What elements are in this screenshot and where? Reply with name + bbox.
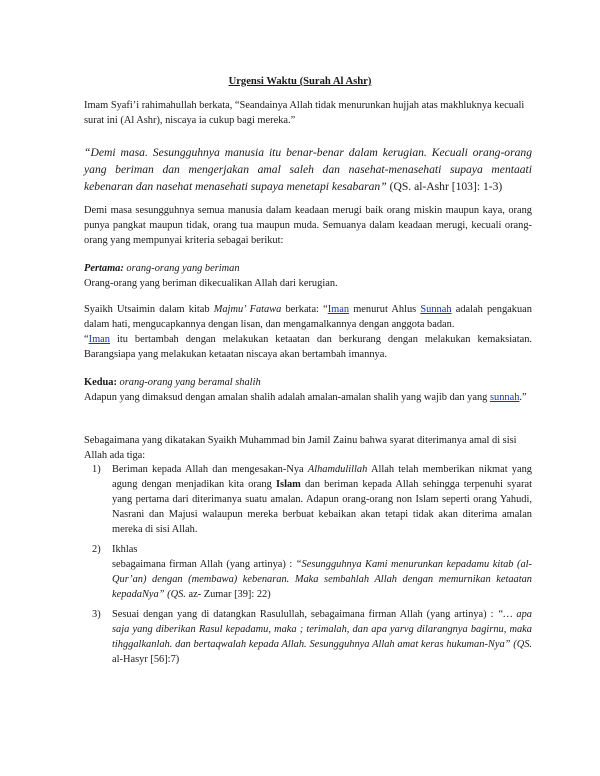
iman-link-2[interactable]: Iman xyxy=(88,334,110,345)
paragraph-criteria: Demi masa sesungguhnya semua manusia dalam keadaan merugi baik orang miskin maupun kaya, orang punya pangkat maupun tidak, orang tua maupun muda. Semuanya dalam keadaan merugi, kecuali orang-orang yang mempunyai kriteria sebagai berikut: xyxy=(84,205,532,246)
item1-islam: Islam xyxy=(275,479,301,490)
quote-reference: (QS. al-Ashr [103]: 1-3) xyxy=(386,180,503,193)
item1-text-e: dan beriman kepada Allah sehingga terpenuhi syarat yang pertama dari diterimanya suatu amalan. Adapun orang-orang non Islam seperti orang Yahudi, Nasrani dan Majusi walaupun mereka berbuat kebaikan akan tetapi tidak akan diterima amalan mereka di sisi Allah. xyxy=(112,479,532,535)
item3-quote: “… apa saja yang diberikan Rasul kepadamu, maka ; terimalah, dan apa yarvg dilarangnya bagirnu, maka tihggalkanlah. dan bertaqwalah kepada Allah. Sesungguhnya Allah amat keras hukuman-Nya” (QS. xyxy=(112,609,533,650)
pertama-heading: orang-orang yang beriman xyxy=(123,263,240,274)
item2-quote: “Sesungguhnya Kami menurunkan kepadamu kitab (al-Qur’an) dengan (membawa) kebenaran. Maka sembahlah Allah dengan memurnikan ketaatan kepadaNya” (QS. xyxy=(112,559,532,600)
list-item xyxy=(84,542,532,602)
quote-text: “Demi masa. Sesungguhnya manusia itu benar-benar dalam kerugian. Kecuali orang-orang yang beriman dan mengerjakan amal saleh dan nasehat-menasehati supaya mentaati kebenaran dan nasehat menasehati supaya menetapi kesabaran” xyxy=(84,146,532,193)
syarat-list xyxy=(84,462,532,672)
utsaimin-text-e: “ xyxy=(84,334,89,345)
item3-text-a: Sesuai dengan yang di datangkan Rasulullah, sebagaimana firman Allah (yang artinya) : xyxy=(112,609,498,620)
section-kedua xyxy=(84,375,532,405)
sunnah-link-2[interactable]: sunnah xyxy=(489,392,520,403)
list-number: 1) xyxy=(92,464,101,475)
utsaimin-text-c: menurut Ahlus xyxy=(349,304,421,315)
list-item xyxy=(84,607,532,667)
item2-heading: Ikhlas xyxy=(112,544,138,555)
utsaimin-text-a: Syaikh Utsaimin dalam kitab xyxy=(84,304,214,315)
list-number: 3) xyxy=(92,609,101,620)
section-pertama xyxy=(84,261,532,291)
item3-reference: al-Hasyr [56]:7) xyxy=(112,654,180,665)
pertama-label: Pertama: xyxy=(84,263,124,274)
list-number: 2) xyxy=(92,544,101,555)
utsaimin-paragraph xyxy=(84,302,532,362)
pertama-text: Orang-orang yang beriman dikecualikan Allah dari kerugian. xyxy=(84,278,338,289)
utsaimin-text-f: itu bertambah dengan melakukan ketaatan dan berkurang dengan melakukan kemaksiatan. Barangsiapa yang melakukan ketaatan niscaya akan bertambah imannya. xyxy=(84,334,532,360)
page-title: Urgensi Waktu (Surah Al Ashr) xyxy=(228,76,372,87)
item1-alhamdulillah: Alhamdulillah xyxy=(307,464,368,475)
sunnah-link[interactable]: Sunnah xyxy=(420,304,452,315)
utsaimin-text-b: berkata: “ xyxy=(281,304,328,315)
quran-quote xyxy=(84,144,532,195)
list-item xyxy=(84,462,532,537)
kedua-text-b: .” xyxy=(519,392,527,403)
syarat-intro: Sebagaimana yang dikatakan Syaikh Muhammad bin Jamil Zainu bahwa syarat diterimanya amal di sisi Allah ada tiga: xyxy=(84,435,517,461)
book-title: Majmu’ Fatawa xyxy=(213,304,282,315)
item1-text-a: Beriman kepada Allah dan mengesakan-Nya xyxy=(112,464,308,475)
kedua-heading: orang-orang yang beramal shalih xyxy=(116,377,261,388)
item1-text-c: Allah telah memberikan nikmat yang agung dengan menjadikan kita orang xyxy=(112,464,533,490)
item2-text-a: sebagaimana firman Allah (yang artinya) : xyxy=(112,559,296,570)
intro-paragraph: Imam Syafi’i rahimahullah berkata, “Seandainya Allah tidak menurunkan hujjah atas makhluknya kecuali surat ini (Al Ashr), niscaya ia cukup bagi mereka.” xyxy=(84,100,525,126)
kedua-text-a: Adapun yang dimaksud dengan amalan shalih adalah amalan-amalan shalih yang wajib dan yang xyxy=(84,392,490,403)
iman-link[interactable]: Iman xyxy=(327,304,350,315)
kedua-label: Kedua: xyxy=(84,377,117,388)
item2-reference: az- Zumar [39]: 22) xyxy=(185,589,271,600)
utsaimin-text-d: adalah pengakuan dalam hati, mengucapkannya dengan lisan, dan mengamalkannya dengan anggota badan. xyxy=(84,304,532,330)
